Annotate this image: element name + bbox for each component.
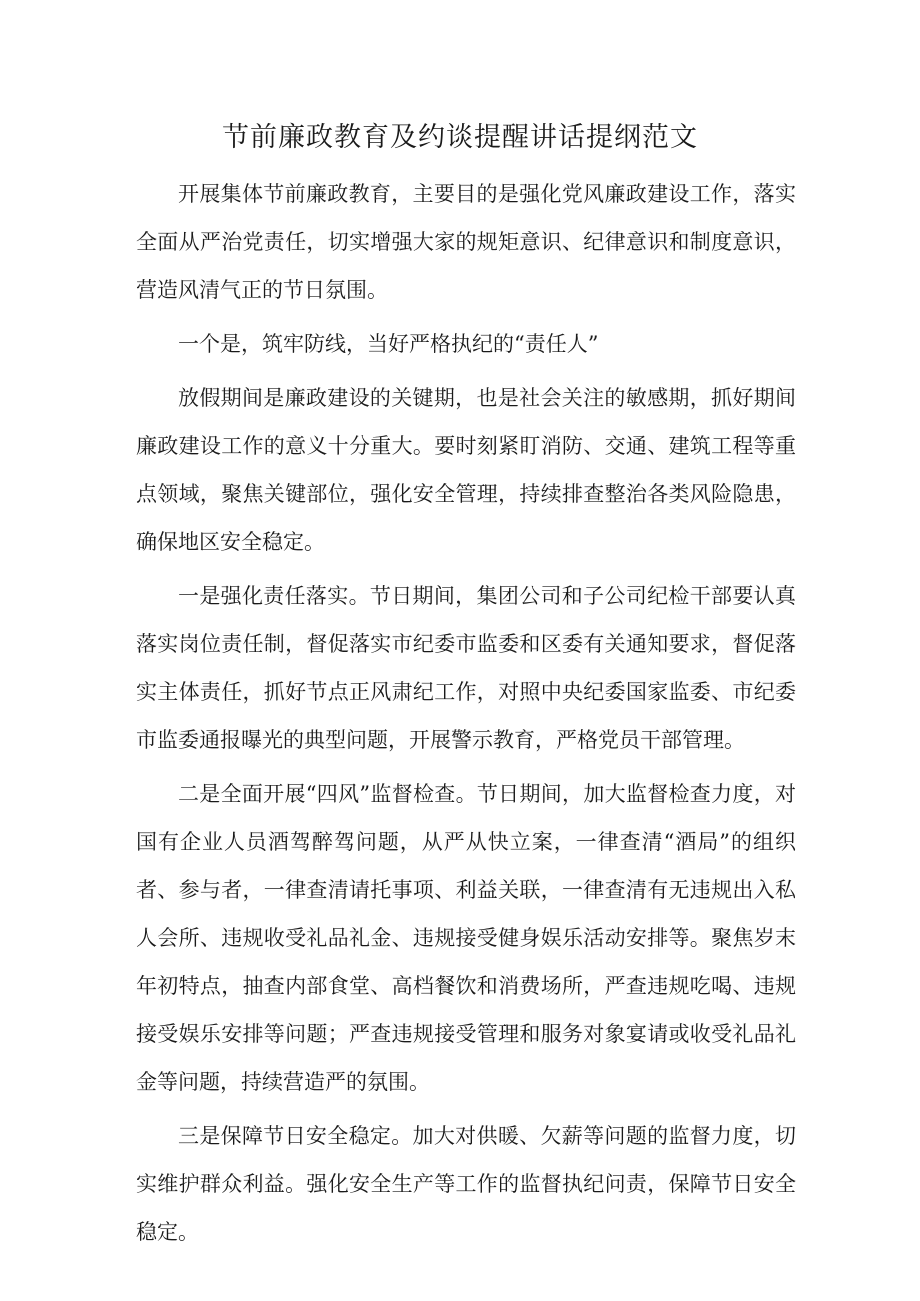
paragraph-four-winds: 二是全面开展“四风”监督检查。节日期间，加大监督检查力度，对国有企业人员酒驾醉驾问题，从严从快立案，一律查清“酒局”的组织者、参与者，一律查清请托事项、利益关联，一律查清有无违规出入私人会所、违规收受礼品礼金、违规接受健身娱乐活动安排等。聚焦岁末年初特点，抽查内部食堂、高档餐饮和消费场所，严查违规吃喝、违规接受娱乐安排等问题；严查违规接受管理和服务对象宴请或收受礼品礼金等问题，持续营造严的氛围。: [136, 782, 796, 1094]
paragraph-holiday-period: 放假期间是廉政建设的关键期，也是社会关注的敏感期，抓好期间廉政建设工作的意义十分重大。要时刻紧盯消防、交通、建筑工程等重点领域，聚焦关键部位，强化安全管理，持续排查整治各类风险隐患，确保地区安全稳定。: [136, 386, 796, 554]
paragraph-intro: 开展集体节前廉政教育，主要目的是强化党风廉政建设工作，落实全面从严治党责任，切实增强大家的规矩意识、纪律意识和制度意识，营造风清气正的节日氛围。: [136, 182, 796, 302]
paragraph-safety: 三是保障节日安全稳定。加大对供暖、欠薪等问题的监督力度，切实维护群众利益。强化安全生产等工作的监督执纪问责，保障节日安全稳定。: [136, 1124, 796, 1244]
paragraph-responsibility: 一是强化责任落实。节日期间，集团公司和子公司纪检干部要认真落实岗位责任制，督促落实市纪委市监委和区委有关通知要求，督促落实主体责任，抓好节点正风肃纪工作，对照中央纪委国家监委、市纪委市监委通报曝光的典型问题，开展警示教育，严格党员干部管理。: [136, 584, 796, 752]
paragraph-heading: 一个是，筑牢防线，当好严格执纪的“责任人”: [178, 332, 599, 356]
document-title: 节前廉政教育及约谈提醒讲话提纲范文: [222, 122, 698, 153]
document-body: [136, 170, 796, 1256]
